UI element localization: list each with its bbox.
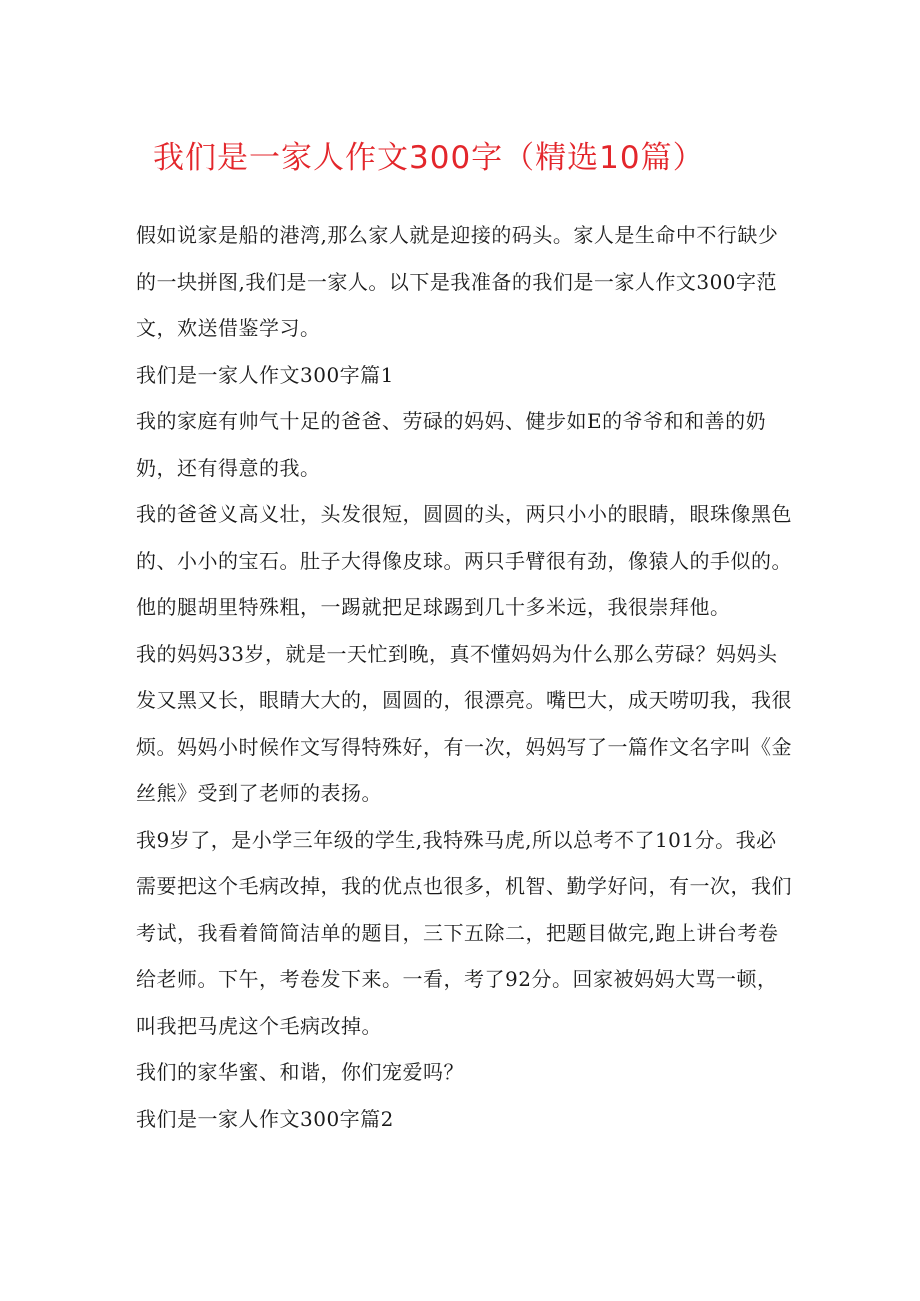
section-heading-2: 我们是一家人作文300字篇2 <box>136 1106 394 1131</box>
body-paragraph: 我的妈妈33岁，就是一天忙到晚，真不懂妈妈为什么那么劳碌？妈妈头发又黑又长，眼睛大大的，圆圆的，很漂亮。嘴巴大，成天唠叨我，我很烦。妈妈小时候作文写得特殊好，有一次，妈妈写了一篇作文名字叫《金丝熊》受到了老师的表扬。 <box>136 641 792 805</box>
document-body <box>136 212 796 1142</box>
body-paragraph: 我的家庭有帅气十足的爸爸、劳碌的妈妈、健步如E的爷爷和和善的奶奶，还有得意的我。 <box>136 409 767 480</box>
body-paragraph: 我们的家华蜜、和谐，你们宠爱吗？ <box>136 1060 464 1084</box>
intro-paragraph: 假如说家是船的港湾,那么家人就是迎接的码头。家人是生命中不行缺少的一块拼图,我们是一家人。以下是我准备的我们是一家人作文300字范文，欢送借鉴学习。 <box>136 223 779 340</box>
body-paragraph: 我9岁了，是小学三年级的学生,我特殊马虎,所以总考不了101分。我必需要把这个毛病改掉，我的优点也很多，机智、勤学好问，有一次，我们考试，我看着简简洁单的题目，三下五除二，把题目做完,跑上讲台考卷给老师。下午，考卷发下来。一看，考了92分。回家被妈妈大骂一顿，叫我把马虎这个毛病改掉。 <box>136 827 792 1038</box>
section-heading-1: 我们是一家人作文300字篇1 <box>136 362 394 387</box>
body-paragraph: 我的爸爸义高义壮，头发很短，圆圆的头，两只小小的眼睛，眼珠像黑色的、小小的宝石。肚子大得像皮球。两只手臂很有劲，像猿人的手似的。他的腿胡里特殊粗，一踢就把足球踢到几十多米远，我很崇拜他。 <box>136 502 792 619</box>
document-title: 我们是一家人作文300字（精选10篇） <box>153 140 705 176</box>
